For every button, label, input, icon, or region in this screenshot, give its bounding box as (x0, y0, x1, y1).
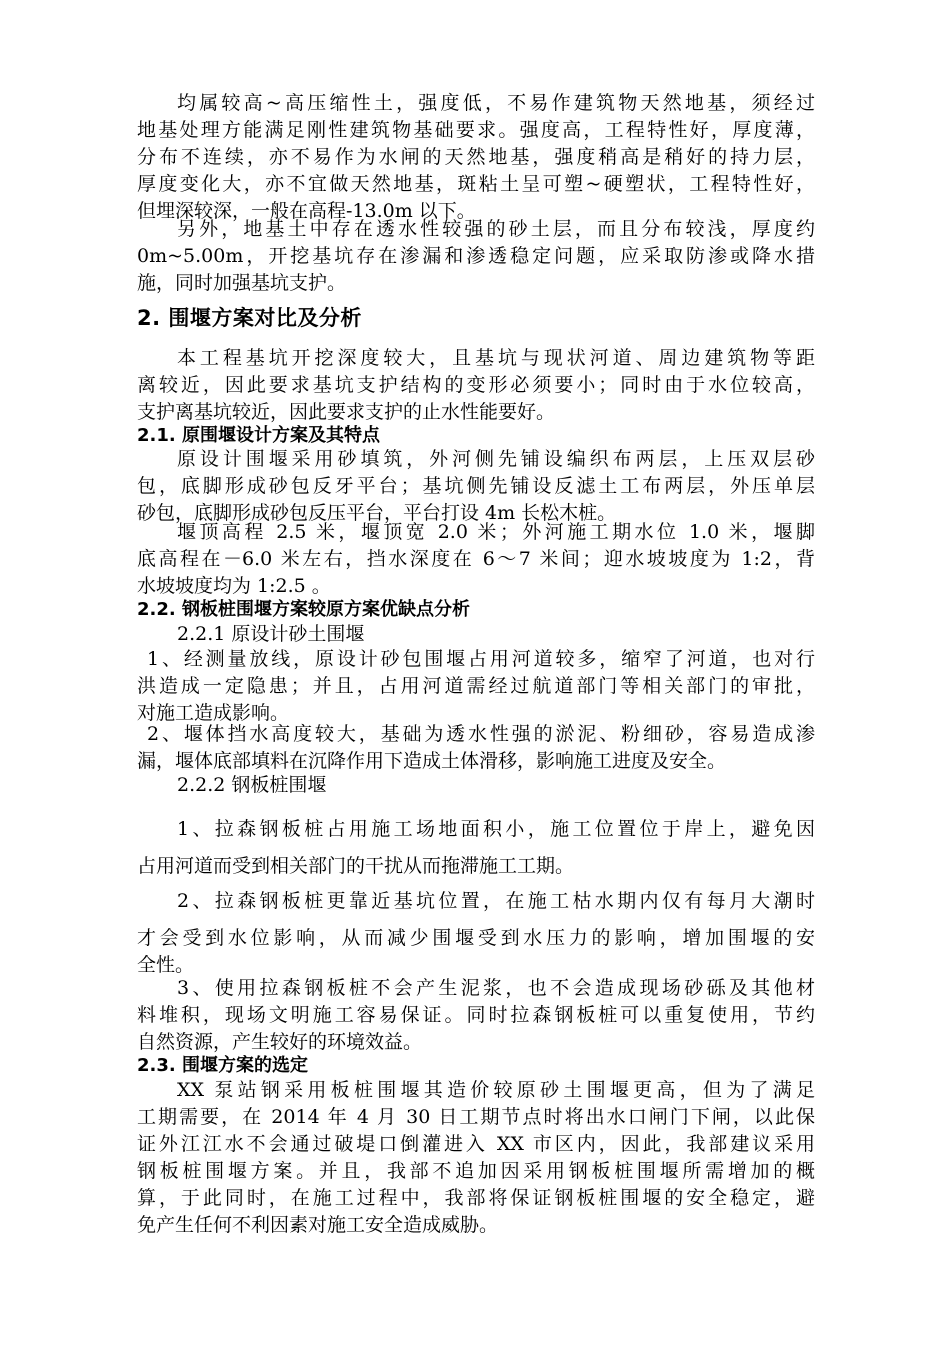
text-line: 才会受到水位影响，从而减少围堰受到水压力的影响，增加围堰的安 (137, 927, 815, 949)
text-line: 免产生任何不利因素对施工安全造成威胁。 (137, 1214, 499, 1236)
text-line: 2、堰体挡水高度较大，基础为透水性强的淤泥、粉细砂，容易造成渗 (147, 723, 815, 745)
text-line: 钢板桩围堰方案。并且，我部不追加因采用钢板桩围堰所需增加的概 (137, 1160, 815, 1182)
paragraph-sheet-pile-point-1 (137, 816, 815, 880)
text-line: 算，于此同时，在施工过程中，我部将保证钢板桩围堰的安全稳定，避 (137, 1187, 815, 1209)
text-line: 本工程基坑开挖深度较大，且基坑与现状河道、周边建筑物等距 (177, 347, 815, 369)
text-line: 工期需要，在 2014 年 4 月 30 日工期节点时将出水口闸门下闸，以此保 (137, 1106, 815, 1128)
text-line: 证外江江水不会通过破堤口倒灌进入 XX 市区内，因此，我部建议采用 (137, 1133, 815, 1155)
text-line: 料堆积，现场文明施工容易保证。同时拉森钢板桩可以重复使用，节约 (137, 1004, 815, 1026)
paragraph-sand-cofferdam-point-2 (137, 721, 815, 775)
text-line: 3、使用拉森钢板桩不会产生泥浆，也不会造成现场砂砾及其他材 (177, 977, 815, 999)
text-line: 包，底脚形成砂包反牙平台；基坑侧先铺设反滤土工布两层，外压单层 (137, 475, 815, 497)
section-heading-2-1: 2.1. 原围堰设计方案及其特点 (137, 425, 380, 446)
section-heading-2-2: 2.2. 钢板桩围堰方案较原方案优缺点分析 (137, 599, 470, 620)
section-heading-2: 2. 围堰方案对比及分析 (137, 306, 362, 330)
text-line: 1、经测量放线，原设计砂包围堰占用河道较多，缩窄了河道，也对行 (147, 648, 815, 670)
paragraph-cofferdam-parameters (137, 519, 815, 600)
paragraph-sheet-pile-point-3 (137, 975, 815, 1056)
text-line: 砂包，底脚形成砂包反压平台，平台打设 4m 长松木桩。 (137, 502, 617, 524)
paragraph-scheme-selection (137, 1077, 815, 1239)
text-line: 占用河道而受到相关部门的干扰从而拖滞施工工期。 (137, 855, 575, 877)
text-line: 自然资源，产生较好的环境效益。 (137, 1031, 423, 1053)
text-line: 施，同时加强基坑支护。 (137, 272, 347, 294)
text-line: 均属较高~高压缩性土，强度低，不易作建筑物天然地基，须经过 (177, 92, 815, 114)
text-line: 原设计围堰采用砂填筑，外河侧先铺设编织布两层，上压双层砂 (177, 448, 815, 470)
text-line: 底高程在－6.0 米左右，挡水深度在 6～7 米间；迎水坡坡度为 1:2，背 (137, 548, 815, 570)
text-line: 漏，堰体底部填料在沉降作用下造成土体滑移，影响施工进度及安全。 (137, 750, 727, 772)
text-line: 全性。 (137, 954, 195, 976)
subsection-heading-2-2-1: 2.2.1 原设计砂土围堰 (177, 623, 365, 645)
subsection-heading-2-2-2: 2.2.2 钢板桩围堰 (177, 774, 327, 796)
text-line: 堰顶高程 2.5 米，堰顶宽 2.0 米；外河施工期水位 1.0 米，堰脚 (177, 521, 815, 543)
text-line: 0m~5.00m，开挖基坑存在渗漏和渗透稳定问题，应采取防渗或降水措 (137, 245, 815, 267)
text-line: 地基处理方能满足刚性建筑物基础要求。强度高，工程特性好，厚度薄， (137, 119, 815, 141)
text-line: 2、拉森钢板桩更靠近基坑位置，在施工枯水期内仅有每月大潮时 (177, 890, 815, 912)
paragraph-sand-cofferdam-point-1 (137, 646, 815, 727)
paragraph-original-design (137, 446, 815, 527)
paragraph-sheet-pile-point-2 (137, 888, 815, 979)
text-line: 分布不连续，亦不易作为水闸的天然地基，强度稍高是稍好的持力层， (137, 146, 815, 168)
text-line: 另外，地基土中存在透水性较强的砂土层，而且分布较浅，厚度约 (177, 218, 815, 240)
paragraph-pit-requirements (137, 345, 815, 426)
text-line: 水坡坡度均为 1:2.5 。 (137, 575, 331, 597)
text-line: XX 泵站钢采用板桩围堰其造价较原砂土围堰更高，但为了满足 (177, 1079, 815, 1101)
text-line: 但埋深较深，一般在高程-13.0m 以下。 (137, 200, 476, 222)
text-line: 对施工造成影响。 (137, 702, 290, 724)
section-heading-2-3: 2.3. 围堰方案的选定 (137, 1055, 308, 1076)
text-line: 1、拉森钢板桩占用施工场地面积小，施工位置位于岸上，避免因 (177, 818, 815, 840)
paragraph-soil-properties (137, 90, 815, 225)
text-line: 洪造成一定隐患；并且，占用河道需经过航道部门等相关部门的审批， (137, 675, 815, 697)
paragraph-sand-layer (137, 216, 815, 297)
text-line: 支护离基坑较近，因此要求支护的止水性能要好。 (137, 401, 556, 423)
text-line: 厚度变化大，亦不宜做天然地基，斑粘土呈可塑~硬塑状，工程特性好， (137, 173, 815, 195)
text-line: 离较近，因此要求基坑支护结构的变形必须要小；同时由于水位较高， (137, 374, 815, 396)
